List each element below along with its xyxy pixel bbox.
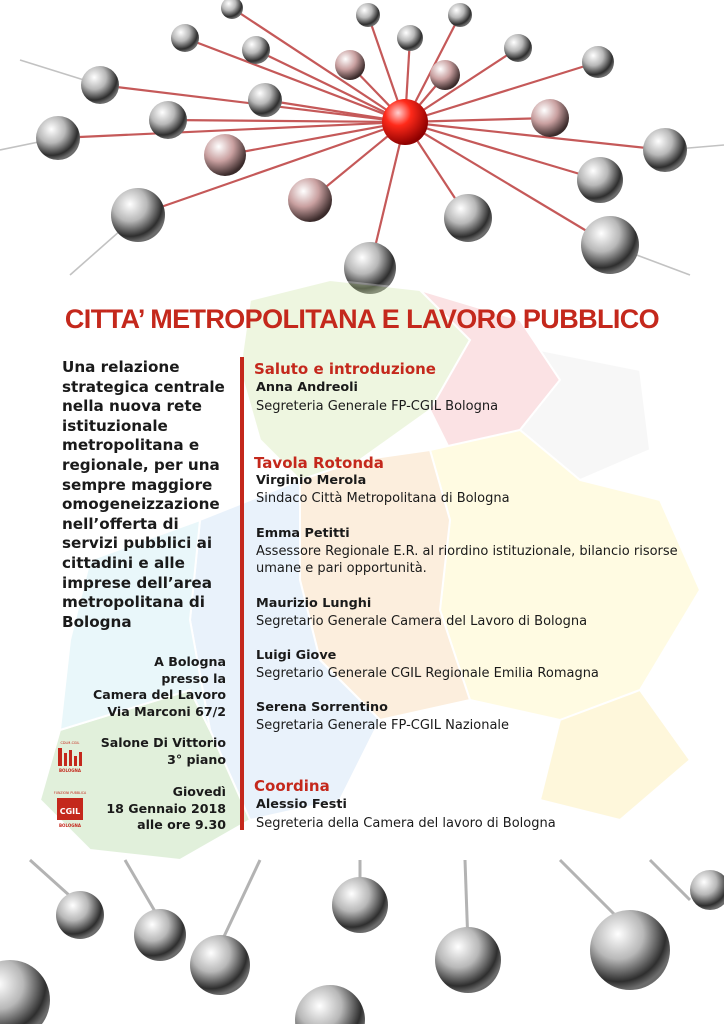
logo-text: BOLOGNA [59, 768, 81, 773]
speaker-role: Segretario Generale Camera del Lavoro di Bologna [256, 614, 588, 629]
speaker-name: Maurizio Lunghi [256, 596, 372, 611]
section-heading-roundtable: Tavola Rotonda [254, 454, 384, 472]
venue-line: alle ore 9.30 [137, 817, 226, 832]
fp-cgil-logo [53, 790, 87, 830]
camera-lavoro-logo [56, 740, 84, 774]
intro-text: Una relazione strategica centrale nella nuova rete istituzionale metropolitana e regionale, per una sempre maggiore omogeneizzazione nell’offerta di servizi pubblici ai cittadini e alle imprese dell’area metropolitana di Bologna [62, 358, 225, 631]
vertical-divider [240, 357, 244, 830]
speaker-role: Sindaco Città Metropolitana di Bologna [256, 491, 510, 506]
speaker-role: Assessore Regionale E.R. al riordino istituzionale, bilancio risorse umane e pari opportunità. [256, 544, 678, 576]
venue-line: presso la [161, 670, 226, 686]
speaker-name: Serena Sorrentino [256, 700, 388, 715]
speaker-role: Segreteria Generale FP-CGIL Bologna [256, 399, 499, 414]
page-title: CITTA’ METROPOLITANA E LAVORO PUBBLICO [64, 304, 660, 334]
logo-text: BOLOGNA [59, 823, 81, 828]
logo-text: CDLM-CGIL [60, 741, 80, 745]
venue-line: Giovedì [172, 784, 226, 799]
speaker-name: Anna Andreoli [256, 380, 358, 395]
speaker-role: Segretaria Generale FP-CGIL Nazionale [256, 718, 510, 733]
speaker-name: Alessio Festi [256, 797, 347, 812]
logo-text: FUNZIONI PUBBLICA [53, 791, 87, 795]
venue-line: Via Marconi 67/2 [107, 703, 226, 719]
venue-line: 18 Gennaio 2018 [106, 800, 226, 816]
venue-line: Camera del Lavoro [92, 687, 226, 702]
venue-line: A Bologna [154, 654, 226, 669]
venue-location [60, 654, 226, 720]
section-heading-welcome: Saluto e introduzione [254, 360, 436, 378]
network-illustration-top [0, 0, 724, 275]
section-heading-moderator: Coordina [254, 777, 330, 795]
venue-line: 3° piano [167, 751, 226, 767]
venue-line: Salone Di Vittorio [100, 735, 226, 750]
speaker-name: Virginio Merola [256, 473, 367, 488]
speaker-name: Emma Petitti [256, 526, 350, 541]
speaker-role: Segreteria della Camera del lavoro di Bologna [256, 816, 556, 831]
venue-room [60, 735, 226, 768]
speaker-role: Segretario Generale CGIL Regionale Emilia Romagna [256, 666, 599, 681]
logo-text: CGIL [59, 807, 81, 816]
speaker-name: Luigi Giove [256, 648, 337, 663]
network-illustration-bottom [0, 860, 724, 1024]
